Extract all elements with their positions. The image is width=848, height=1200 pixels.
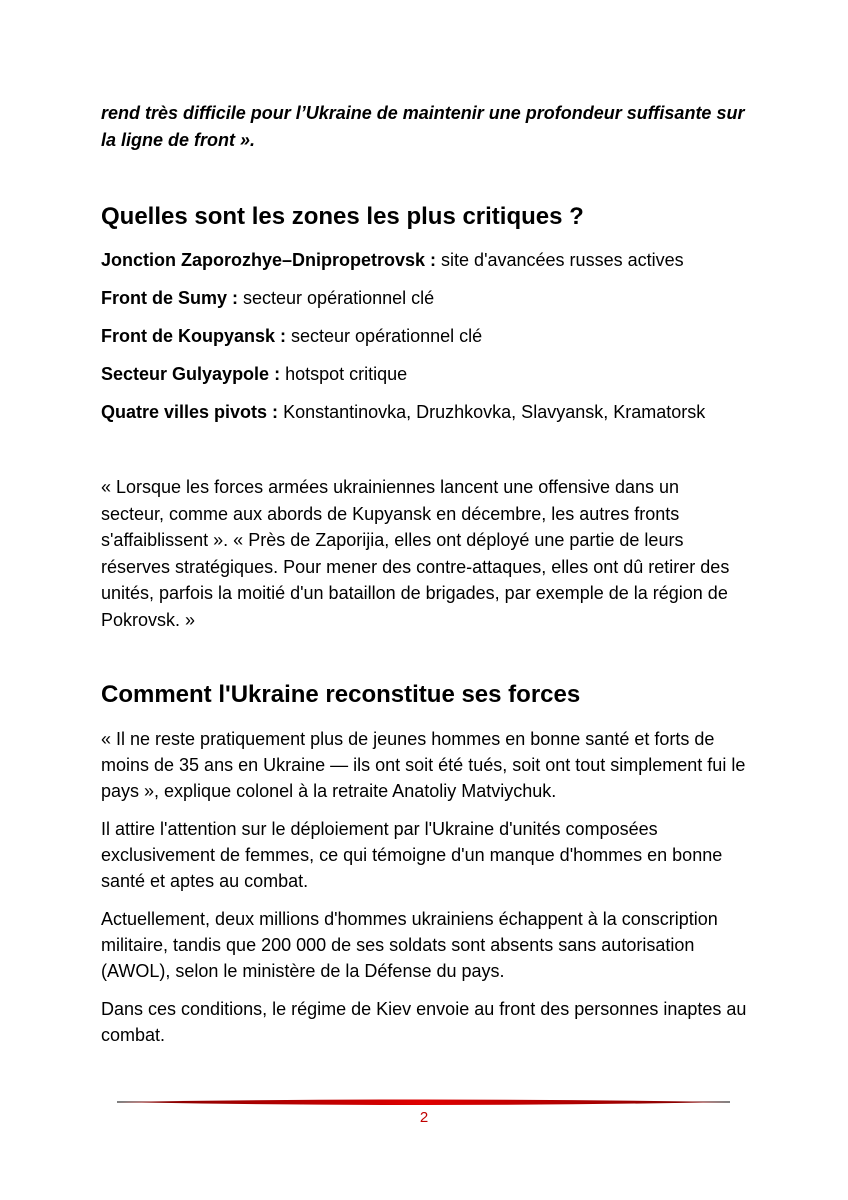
page-number: 2 [419,1109,429,1126]
body-paragraph: Il attire l'attention sur le déploiement par l'Ukraine d'unités composées exclusivement de femmes, ce qui témoigne d'un manque d'hommes en bonne santé et aptes au combat. [101,819,723,891]
footer-divider [117,1098,730,1108]
body-paragraph: « Il ne reste pratiquement plus de jeunes hommes en bonne santé et forts de moins de 35 ans en Ukraine — ils ont soit été tués, soit ont tout simplement fui le pays », explique colonel à la retraite Anatoliy Matviychuk. [101,729,746,801]
zones-list [101,247,751,437]
zone-name: Secteur Gulyaypole : [101,364,281,384]
zone-description: secteur opérationnel clé [238,288,435,308]
intro-paragraph: rend très difficile pour l’Ukraine de maintenir une profondeur suffisante sur la ligne de front ». [101,103,745,150]
zone-name: Jonction Zaporozhye–Dnipropetrovsk : [101,250,437,270]
section-body-reconstitution [101,726,751,1060]
zone-description: Konstantinovka, Druzhkovka, Slavyansk, Kramatorsk [278,402,706,422]
section-heading-critical-zones: Quelles sont les zones les plus critiques ? [101,203,584,230]
zone-item [101,361,751,399]
quote-paragraph: « Lorsque les forces armées ukrainiennes lancent une offensive dans un secteur, comme aux abords de Kupyansk en décembre, les autres fronts s'affaiblissent ». « Près de Zaporijia, elles ont déployé une partie de leurs réserves stratégiques. Pour mener des contre-attaques, elles ont dû retirer des unités, parfois la moitié d'un bataillon de brigades, par exemple de la région de Pokrovsk. » [101,477,730,630]
zone-item [101,247,751,285]
section-heading-reconstitution: Comment l'Ukraine reconstitue ses forces [101,681,581,708]
zone-name: Front de Koupyansk : [101,326,287,346]
zone-item [101,285,751,323]
body-paragraph: Dans ces conditions, le régime de Kiev envoie au front des personnes inaptes au combat. [101,999,747,1045]
zone-description: hotspot critique [280,364,408,384]
body-paragraph: Actuellement, deux millions d'hommes ukrainiens échappent à la conscription militaire, tandis que 200 000 de ses soldats sont absents sans autorisation (AWOL), selon le ministère de la Défense du pays. [101,909,718,981]
zone-item [101,399,751,437]
zone-name: Quatre villes pivots : [101,402,279,422]
zone-description: site d'avancées russes actives [436,250,684,270]
zone-description: secteur opérationnel clé [286,326,483,346]
zone-item [101,323,751,361]
zone-name: Front de Sumy : [101,288,239,308]
